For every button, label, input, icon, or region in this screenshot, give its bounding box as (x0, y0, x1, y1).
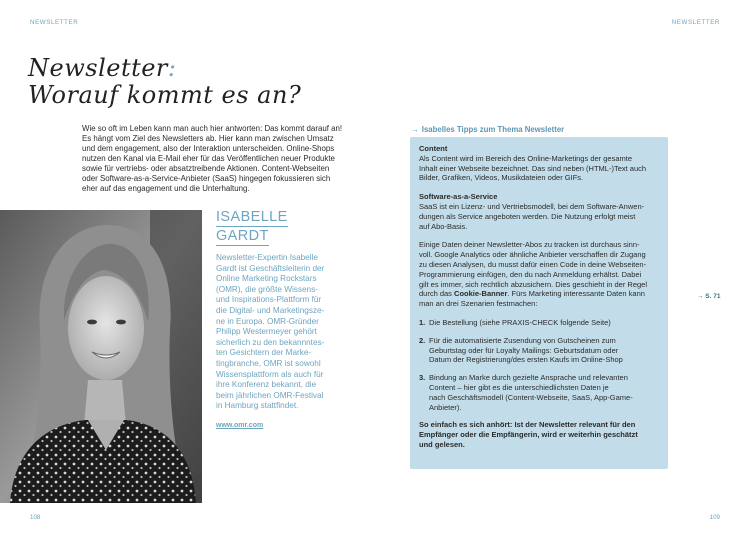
bio-line: ihre Konferenz bekannt, die (216, 380, 317, 390)
bio-first-name: ISABELLE (216, 209, 288, 225)
intro-line: sowie für vertriebs- oder absatztreibende Aktionen. Content-Webseiten (82, 164, 330, 173)
page-number-right: 109 (709, 514, 720, 521)
saas-line: dungen als Service angeboten werden. Die Nutzung erfolgt meist (419, 211, 636, 221)
bio-last-name: GARDT (216, 228, 269, 244)
bio-line: die Digital- und Marketingsze- (216, 305, 325, 315)
bio-line: (OMR), die größte Wissens- (216, 284, 318, 294)
intro-line: oder Software-as-a-Service-Anbieter (SaaS) hingegen fokussieren sich (82, 174, 331, 183)
saas-line: auf Abo-Basis. (419, 221, 468, 231)
tracking-line: gilt es immer, sich rechtlich abzusichern. Dies geschieht in der Regel (419, 279, 648, 289)
saas-heading: Software-as-a-Service (419, 192, 498, 202)
closing-line: und gelesen. (419, 439, 465, 449)
tracking-line: Programmierung einfügen, den du nach Anmeldung erhältst. Dabei (419, 269, 642, 279)
bio-line: Newsletter-Expertin Isabelle (216, 253, 318, 262)
list-item-line: Bindung an Marke durch gezielte Ansprache und relevanten (429, 373, 628, 383)
bio-line: Philipp Westermeyer gehört (216, 327, 317, 337)
list-item-number: 2. (419, 335, 426, 345)
bio-line: in Hamburg stattfindet. (216, 401, 299, 411)
running-head-left: NEWSLETTER (30, 19, 79, 26)
tracking-line: voll. Google Analytics oder ähnliche Anbieter verschaffen dir Zugang (419, 250, 646, 260)
intro-paragraph (82, 124, 344, 194)
content-line: Inhalt einer Webseite bezeichnet. Das sind neben (HTML-)Text auch (419, 163, 647, 173)
list-item-line: Geburtstag oder für Loyalty Mailings: Geburtsdatum oder (429, 345, 619, 355)
portrait-photo (0, 210, 202, 503)
page-number-left: 108 (30, 514, 41, 521)
tracking-line: zu diesen Analysen, du musst dafür einen Code in deine Webseiten- (419, 259, 647, 269)
list-item-line: Content – hier gibt es die unterschiedlichsten Daten je (429, 382, 609, 392)
tracking-line-post: . Fürs Marketing interessante Daten kann (507, 289, 645, 299)
page-reference: → S. 71 (697, 293, 721, 300)
closing-line: So einfach es sich anhört: Ist der Newsletter relevant für den (419, 420, 636, 430)
content-line: Als Content wird im Bereich des Online-Marketings der gesamte (419, 153, 633, 163)
list-item-line: Die Bestellung (siehe PRAXIS-CHECK folgende Seite) (429, 317, 611, 327)
list-item (419, 336, 659, 365)
closing-line: Empfänger oder die Empfängerin, wird er weiterhin geschätzt (419, 430, 638, 440)
tracking-line: Einige Daten deiner Newsletter-Abos zu tracken ist durchaus sinn- (419, 240, 640, 250)
omr-website-link[interactable]: www.omr.com (216, 422, 264, 429)
bio-line: sicherlich zu den bekannntes- (216, 337, 325, 347)
running-head-right: NEWSLETTER (671, 19, 720, 26)
list-item (419, 373, 659, 412)
list-item-number: 3. (419, 373, 426, 383)
list-item-number: 1. (419, 317, 426, 327)
intro-line: eher auf das engagement und die Unterhaltung. (82, 184, 250, 193)
content-line: Bilder, Grafiken, Videos, Musikdateien oder GIFs. (419, 173, 584, 183)
bio-line: tingbranche, OMR ist sowohl (216, 358, 321, 368)
tips-heading (411, 125, 564, 134)
bio-line: Online Marketing Rockstars (216, 274, 317, 284)
list-item-line: Datum der Registrierung/des ersten Kaufs im Online-Shop (429, 355, 623, 365)
list-item-line: Für die automatisierte Zusendung von Gutscheinen zum (429, 335, 616, 345)
cookie-banner-term: Cookie-Banner (454, 289, 508, 299)
bio-name (216, 209, 288, 247)
bio-text (216, 253, 346, 412)
arrow-right-icon: → (411, 125, 419, 134)
bio-line: und Inspirations-Plattform für (216, 295, 322, 305)
tips-box (410, 137, 668, 469)
list-item-line: Anbieter). (429, 402, 462, 412)
tracking-line: man an drei Szenarien festmachen: (419, 299, 538, 309)
list-item-line: nach Geschäftsmodell (Content-Webseite, SaaS, App-Game- (429, 392, 633, 402)
page-title (28, 56, 301, 108)
bio-line: Gardt ist Geschäftsleiterin der (216, 263, 325, 273)
intro-line: nutzen den Kanal via E-Mail eher für das Veröffentlichen neuer Produkte (82, 154, 335, 163)
tracking-line-pre: durch das (419, 289, 455, 299)
title-line-1: Newsletter (28, 54, 168, 82)
intro-line: Wie so oft im Leben kann man auch hier antworten: Das kommt darauf an! (82, 124, 343, 133)
title-line-2: Worauf kommt es an? (28, 81, 302, 110)
list-item (419, 318, 659, 328)
title-colon: : (167, 54, 177, 82)
bio-line: ten Gesichtern der Marke- (216, 348, 312, 358)
content-heading: Content (419, 144, 448, 153)
saas-line: SaaS ist ein Lizenz- und Vertriebsmodell, bei dem Software-Anwen- (419, 201, 645, 211)
bio-line: Wissensplattform als auch für (216, 369, 324, 379)
intro-line: Es hängt vom Ziel des Newsletters ab. Hier kann man zwischen Umsatz (82, 134, 334, 143)
bio-line: ne in Europa. OMR-Gründer (216, 316, 319, 326)
bio-line: beim jährlichen OMR-Festival (216, 390, 324, 400)
tracking-line (419, 289, 659, 299)
tips-heading-text: Isabelles Tipps zum Thema Newsletter (421, 125, 565, 134)
intro-line: und dem engagement, also der Interaktion unterscheiden. Online-Shops (82, 144, 335, 153)
